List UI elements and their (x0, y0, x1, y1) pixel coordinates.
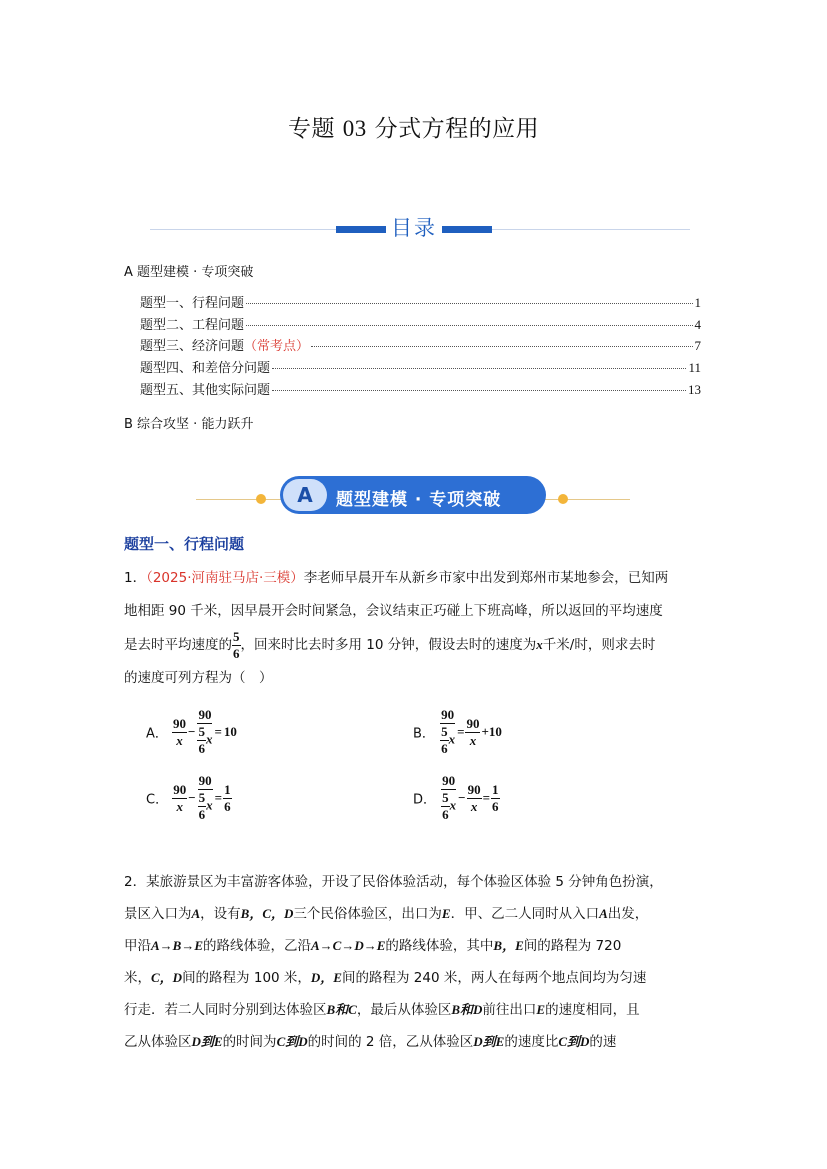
option-label: C． (146, 792, 169, 808)
frac-num: 90 (466, 715, 480, 731)
fraction (465, 716, 480, 749)
q1-text: 是去时平均速度的 (124, 637, 232, 653)
q1-line-4: 的速度可列方程为（ ） (124, 670, 273, 686)
frac-den: x (176, 798, 183, 814)
rhs: 10 (223, 724, 237, 739)
toc-heading: 目录 (391, 216, 437, 240)
q2-line-6 (124, 1026, 704, 1058)
q2-text: 的时间的 2 倍，乙从体验区 (307, 1034, 474, 1050)
rhs: +10 (481, 724, 502, 739)
path-yi: A→C→D→E (311, 938, 386, 953)
var-a: A (599, 906, 608, 921)
frac-den: 6 (198, 807, 206, 822)
q2-text: ．甲、乙二人同时从入口 (450, 906, 600, 922)
toc-item-label: 题型二、工程问题 (140, 318, 245, 333)
option-d[interactable] (413, 773, 500, 823)
fraction (172, 716, 187, 749)
frac-num: 5 (198, 790, 206, 805)
q2-text: 乙从体验区 (124, 1034, 192, 1050)
option-label: A． (146, 726, 168, 742)
toc-leader (272, 368, 686, 369)
toc-item[interactable] (140, 314, 701, 333)
toc-item-page: 13 (688, 382, 701, 397)
fraction-5-6 (232, 629, 241, 662)
toc-item[interactable] (140, 357, 701, 376)
toc-item-page: 4 (694, 317, 701, 332)
frac-den: 6 (224, 798, 231, 814)
q2-text: 的路线体验，其中 (385, 938, 494, 954)
var-bcd: B，C，D (240, 906, 294, 921)
path-jia: A→B→E (151, 938, 204, 953)
option-c[interactable] (146, 773, 232, 823)
q2-text: 米， (124, 970, 151, 986)
var-de: D，E (310, 970, 342, 985)
q2-text: 间的路程为 720 (523, 938, 622, 954)
op: = (214, 790, 223, 805)
fraction (467, 782, 482, 815)
q2-line-2 (124, 898, 704, 930)
toc-leader (311, 346, 692, 347)
frac-den: 6 (442, 807, 449, 822)
question-1 (124, 562, 704, 695)
q2-text: ，设有 (200, 906, 241, 922)
q2-line-3 (124, 930, 704, 962)
fraction (223, 782, 232, 815)
section-heading: 题型一、行程问题 (124, 535, 245, 553)
toc-item[interactable] (140, 335, 701, 354)
q1-text: ，回来时比去时多用 10 分钟，假设去时的速度为 (240, 637, 537, 653)
frac-den: x (176, 732, 183, 748)
option-label: B． (413, 726, 435, 742)
frac-num: 5 (441, 724, 448, 739)
toc-item-label: 题型五、其他实际问题 (140, 383, 271, 398)
fraction (197, 724, 206, 757)
option-label: D． (413, 792, 437, 808)
op: = (214, 724, 222, 739)
var-b-and-c: B和C (326, 1002, 357, 1017)
frac-num: 90 (441, 707, 455, 722)
frac-num: 90 (442, 773, 456, 788)
fraction (197, 773, 214, 823)
title-topic: 分式方程的应用 (374, 116, 540, 142)
frac-num: 90 (198, 773, 212, 788)
option-b[interactable] (413, 707, 503, 757)
var-a: A (191, 906, 201, 921)
q2-text: 的时间为 (222, 1034, 277, 1050)
banner-dot-left (256, 494, 266, 504)
frac-num: 1 (224, 781, 231, 797)
var-x: x (449, 797, 457, 813)
q2-text: 的速度相同，且 (545, 1002, 640, 1018)
title-prefix: 专题 (287, 116, 335, 142)
var-be: B，E (493, 938, 524, 953)
q1-text: 李老师早晨开车从新乡市家中出发到郑州市某地参会，已知两 (303, 570, 669, 586)
toc-bar-left (336, 226, 390, 233)
var-e: E (536, 1002, 546, 1017)
page-title (0, 110, 827, 143)
banner-text: 题型建模 · 专项突破 (336, 490, 502, 510)
toc-item-page: 11 (688, 360, 701, 375)
fraction (440, 724, 449, 757)
toc-section-b[interactable]: B 综合攻坚 · 能力跃升 (124, 417, 254, 432)
q2-line-1 (124, 866, 704, 898)
toc-item-label: 题型一、行程问题 (140, 296, 245, 311)
frac-num: 90 (467, 781, 481, 797)
var-d-to-e: D到E (473, 1034, 505, 1049)
frac-den: 6 (233, 645, 240, 661)
q1-line-1 (124, 562, 704, 595)
var-e: E (441, 906, 451, 921)
toc-item[interactable] (140, 292, 701, 311)
q2-text: 的路线体验，乙沿 (203, 938, 312, 954)
q2-text: 间的路程为 240 米，两人在每两个地点间均为匀速 (341, 970, 647, 986)
toc-item-tag: （常考点） (244, 339, 310, 354)
q1-source: （2025·河南驻马店·三模） (146, 570, 304, 586)
question-2 (124, 866, 704, 1058)
title-number: 03 (342, 116, 367, 141)
frac-den: x (469, 732, 477, 748)
q1-number: 1． (124, 570, 147, 586)
q2-text: 行走．若二人同时分别到达体验区 (124, 1002, 327, 1018)
var-x: x (448, 731, 456, 747)
q2-number: 2． (124, 874, 147, 890)
fraction (172, 782, 187, 815)
frac-num: 90 (173, 781, 187, 797)
q1-line-3 (124, 628, 704, 662)
toc-leader (246, 325, 692, 326)
toc-section-a[interactable]: A 题型建模 · 专项突破 (124, 265, 254, 280)
q2-text: 甲沿 (124, 938, 151, 954)
q2-text: 某旅游景区为丰富游客体验，开设了民俗体验活动，每个体验区体验 5 分钟角色扮演， (146, 874, 663, 890)
frac-den: 6 (492, 798, 499, 814)
q1-text: 千米/时，则求去时 (542, 637, 656, 653)
op: − (458, 790, 466, 805)
q1-line-2: 地相距 90 千米，因早晨开会时间紧急，会议结束正巧碰上下班高峰，所以返回的平均速度 (124, 603, 663, 619)
q2-text: ，最后从体验区 (356, 1002, 452, 1018)
q2-text: 的速度比 (504, 1034, 559, 1050)
frac-den: 6 (441, 741, 448, 756)
op: = (457, 724, 465, 739)
q2-line-4 (124, 962, 704, 994)
fraction (196, 707, 213, 757)
frac-num: 90 (198, 707, 212, 722)
var-d-to-e: D到E (191, 1034, 223, 1049)
q2-text: 出发， (607, 906, 649, 922)
q2-text: 的速 (589, 1034, 617, 1050)
var-b-and-d: B和D (451, 1002, 483, 1017)
q2-line-5 (124, 994, 704, 1026)
option-a[interactable] (146, 707, 238, 757)
fraction (441, 790, 450, 823)
fraction (440, 773, 457, 823)
fraction (491, 782, 500, 815)
frac-num: 5 (233, 628, 240, 644)
banner-badge: A (283, 479, 327, 511)
q2-text: 景区入口为 (124, 906, 192, 922)
frac-den: 6 (198, 741, 205, 756)
toc-item-label: 题型四、和差倍分问题 (140, 361, 271, 376)
op: = (482, 790, 490, 805)
var-x: x (205, 731, 213, 747)
toc-item-page: 1 (694, 295, 701, 310)
toc-bar-right (438, 226, 492, 233)
banner-dot-right (558, 494, 568, 504)
op: − (188, 790, 196, 805)
q2-text: 间的路程为 100 米， (182, 970, 311, 986)
frac-num: 1 (492, 781, 499, 797)
fraction (198, 790, 207, 823)
q2-text: 前往出口 (482, 1002, 537, 1018)
q2-text: 三个民俗体验区，出口为 (293, 906, 442, 922)
fraction (439, 707, 456, 757)
frac-num: 90 (173, 715, 187, 731)
var-cd: C，D (151, 970, 183, 985)
toc-item-page: 7 (694, 338, 701, 353)
op: − (188, 724, 196, 739)
var-x: x (206, 797, 213, 813)
toc-item[interactable] (140, 379, 701, 398)
frac-num: 5 (198, 724, 205, 739)
toc-item-label: 题型三、经济问题 (140, 339, 245, 354)
toc-leader (246, 303, 692, 304)
frac-den: x (470, 798, 478, 814)
var-x: x (536, 637, 543, 652)
var-c-to-d: C到D (276, 1034, 308, 1049)
frac-num: 5 (442, 790, 449, 805)
toc-leader (272, 390, 686, 391)
var-c-to-d: C到D (558, 1034, 590, 1049)
